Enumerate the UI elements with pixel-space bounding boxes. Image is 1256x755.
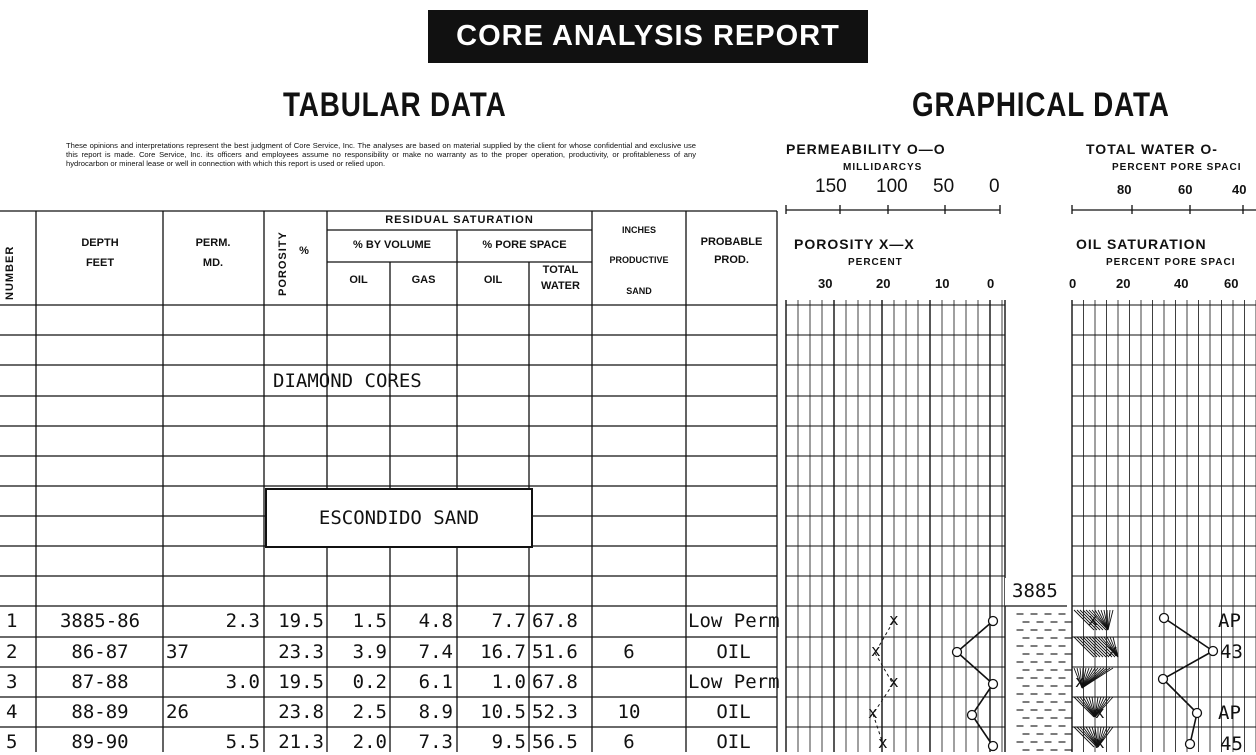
cell-prod: OIL bbox=[716, 731, 751, 753]
cell-water: 67.8 bbox=[532, 671, 578, 693]
porosity-x-mark: x bbox=[871, 641, 881, 660]
porosity-title: POROSITY X—X bbox=[794, 236, 915, 252]
cell-prod: OIL bbox=[716, 641, 751, 663]
porosity-x-mark: x bbox=[1088, 610, 1098, 629]
perm-header: PERM. bbox=[195, 237, 231, 249]
cell-perm: 37 bbox=[166, 641, 189, 663]
porosity-x-mark: x bbox=[1075, 672, 1085, 691]
depth-header: DEPTH bbox=[81, 237, 119, 249]
pore-space-header: % PORE SPACE bbox=[482, 239, 567, 251]
cell-depth: 89-90 bbox=[71, 731, 129, 753]
cell-perm: 5.5 bbox=[225, 731, 260, 753]
porosity-tick-10: 10 bbox=[935, 276, 950, 291]
diamond-cores-label: DIAMOND CORES bbox=[273, 370, 422, 392]
perm-tick-100: 100 bbox=[876, 176, 908, 197]
cell-por: 21.3 bbox=[278, 731, 324, 753]
cell-por: 23.8 bbox=[278, 701, 324, 723]
number-header: NUMBER bbox=[4, 245, 16, 300]
probable-header: PROBABLE bbox=[700, 236, 763, 248]
sand-header: SAND bbox=[626, 286, 652, 296]
disclaimer-text: These opinions and interpretations represent the best judgment of Core Service, Inc. The analyses are based on material supplied by the client for whose confidential and exclusive use this report is made. Core Service, Inc. its officers and employees assume no responsibility or make no warranty as to the proper operation, productivity, or profitableness of any hydrocarbon or mineral lease or well in connection with which this report is used or relied upon. bbox=[66, 141, 696, 169]
cell-gas_v: 8.9 bbox=[418, 701, 453, 723]
cell-water: 51.6 bbox=[532, 641, 578, 663]
cell-prod: Low Perm bbox=[688, 671, 780, 693]
porosity-header: POROSITY bbox=[277, 231, 289, 296]
cell-inches: 6 bbox=[623, 731, 635, 753]
cell-num: 4 bbox=[6, 701, 18, 723]
cell-gas_v: 6.1 bbox=[418, 671, 453, 693]
oilsat-tick-20: 20 bbox=[1116, 276, 1131, 291]
prod-header: PROD. bbox=[714, 254, 749, 266]
cell-inches: 6 bbox=[623, 641, 635, 663]
depth-marker: 3885 bbox=[1012, 580, 1058, 602]
cell-depth: 87-88 bbox=[71, 671, 129, 693]
residual-header: RESIDUAL SATURATION bbox=[385, 214, 534, 226]
perm-unit: MD. bbox=[202, 257, 224, 269]
water-tick-60: 60 bbox=[1178, 182, 1193, 197]
depth-unit: FEET bbox=[85, 257, 115, 269]
cell-oil_v: 1.5 bbox=[352, 610, 387, 632]
cell-por: 23.3 bbox=[278, 641, 324, 663]
total-header: TOTAL bbox=[542, 264, 579, 276]
cell-gas_v: 4.8 bbox=[418, 610, 453, 632]
cell-perm: 2.3 bbox=[225, 610, 260, 632]
cell-water: 56.5 bbox=[532, 731, 578, 753]
oil-volume-header: OIL bbox=[349, 274, 368, 286]
cell-depth: 3885-86 bbox=[59, 610, 141, 632]
porosity-x-mark: x bbox=[1095, 733, 1105, 752]
escondido-sand-label: ESCONDIDO SAND bbox=[318, 507, 480, 529]
water-tick-40: 40 bbox=[1232, 182, 1247, 197]
grid-line bbox=[1074, 637, 1094, 657]
cell-oil_v: 0.2 bbox=[352, 671, 387, 693]
perm-tick-0: 0 bbox=[989, 176, 1000, 197]
cell-inches: 10 bbox=[617, 701, 641, 723]
permeability-title: PERMEABILITY O—O bbox=[786, 141, 946, 157]
porosity-x-mark: x bbox=[1108, 641, 1118, 660]
cell-num: 1 bbox=[6, 610, 18, 632]
cell-num: 2 bbox=[6, 641, 18, 663]
cell-depth: 86-87 bbox=[71, 641, 129, 663]
note-ap-1: AP bbox=[1218, 610, 1241, 632]
grid-line bbox=[1074, 697, 1094, 717]
permeability-unit: MILLIDARCYS bbox=[843, 162, 923, 173]
cell-perm: 26 bbox=[166, 701, 189, 723]
cell-oil_v: 3.9 bbox=[352, 641, 387, 663]
cell-gas_v: 7.4 bbox=[418, 641, 453, 663]
grid-line bbox=[1083, 637, 1103, 657]
cell-prod: Low Perm bbox=[688, 610, 780, 632]
note-ap-2: AP bbox=[1218, 702, 1241, 724]
cell-oil_p: 9.5 bbox=[491, 731, 526, 753]
porosity-unit: % bbox=[299, 245, 309, 257]
cell-num: 5 bbox=[6, 731, 18, 753]
cell-oil_p: 7.7 bbox=[491, 610, 526, 632]
grid-line bbox=[1077, 727, 1097, 747]
cell-oil_p: 16.7 bbox=[480, 641, 526, 663]
cell-gas_v: 7.3 bbox=[418, 731, 453, 753]
porosity-x-mark: x bbox=[1095, 703, 1105, 722]
cell-por: 19.5 bbox=[278, 610, 324, 632]
perm-tick-50: 50 bbox=[933, 176, 955, 197]
graphical-heading: GRAPHICAL DATA bbox=[912, 86, 1170, 124]
cell-por: 19.5 bbox=[278, 671, 324, 693]
note-45: 45 bbox=[1220, 733, 1243, 755]
oilsat-tick-60: 60 bbox=[1224, 276, 1239, 291]
porosity-x-mark: x bbox=[889, 610, 899, 629]
oilsat-tick-0: 0 bbox=[1069, 276, 1077, 291]
water-title: TOTAL WATER O- bbox=[1086, 141, 1218, 157]
cell-water: 52.3 bbox=[532, 701, 578, 723]
cell-oil_p: 1.0 bbox=[491, 671, 526, 693]
cell-perm: 3.0 bbox=[225, 671, 260, 693]
porosity-unit-label: PERCENT bbox=[848, 257, 903, 268]
note-43: 43 bbox=[1220, 641, 1243, 663]
gas-volume-header: GAS bbox=[411, 274, 436, 286]
porosity-tick-20: 20 bbox=[876, 276, 891, 291]
cell-oil_p: 10.5 bbox=[480, 701, 526, 723]
porosity-tick-0: 0 bbox=[987, 276, 995, 291]
porosity-x-mark: x bbox=[868, 703, 878, 722]
water-header: WATER bbox=[541, 280, 580, 292]
tabular-heading: TABULAR DATA bbox=[283, 86, 507, 124]
porosity-x-mark: x bbox=[878, 733, 888, 752]
inches-header: INCHES bbox=[621, 225, 656, 235]
porosity-x-mark: x bbox=[889, 672, 899, 691]
oil-saturation-title: OIL SATURATION bbox=[1076, 236, 1207, 252]
escondido-sand-box bbox=[265, 488, 533, 548]
by-volume-header: % BY VOLUME bbox=[352, 239, 432, 251]
cell-oil_v: 2.5 bbox=[352, 701, 387, 723]
productive-header: PRODUCTIVE bbox=[609, 255, 669, 265]
cell-num: 3 bbox=[6, 671, 18, 693]
grid-line bbox=[1080, 637, 1100, 657]
water-unit: PERCENT PORE SPACI bbox=[1112, 162, 1242, 173]
cell-depth: 88-89 bbox=[71, 701, 129, 723]
porosity-tick-30: 30 bbox=[818, 276, 833, 291]
oil-pore-header: OIL bbox=[483, 274, 503, 286]
water-tick-80: 80 bbox=[1117, 182, 1132, 197]
grid-line bbox=[1077, 637, 1097, 657]
oilsat-tick-40: 40 bbox=[1174, 276, 1189, 291]
report-banner: CORE ANALYSIS REPORT bbox=[428, 10, 868, 63]
perm-tick-150: 150 bbox=[815, 176, 847, 197]
cell-water: 67.8 bbox=[532, 610, 578, 632]
cell-oil_v: 2.0 bbox=[352, 731, 387, 753]
cell-prod: OIL bbox=[716, 701, 751, 723]
oil-saturation-unit: PERCENT PORE SPACI bbox=[1106, 257, 1236, 268]
